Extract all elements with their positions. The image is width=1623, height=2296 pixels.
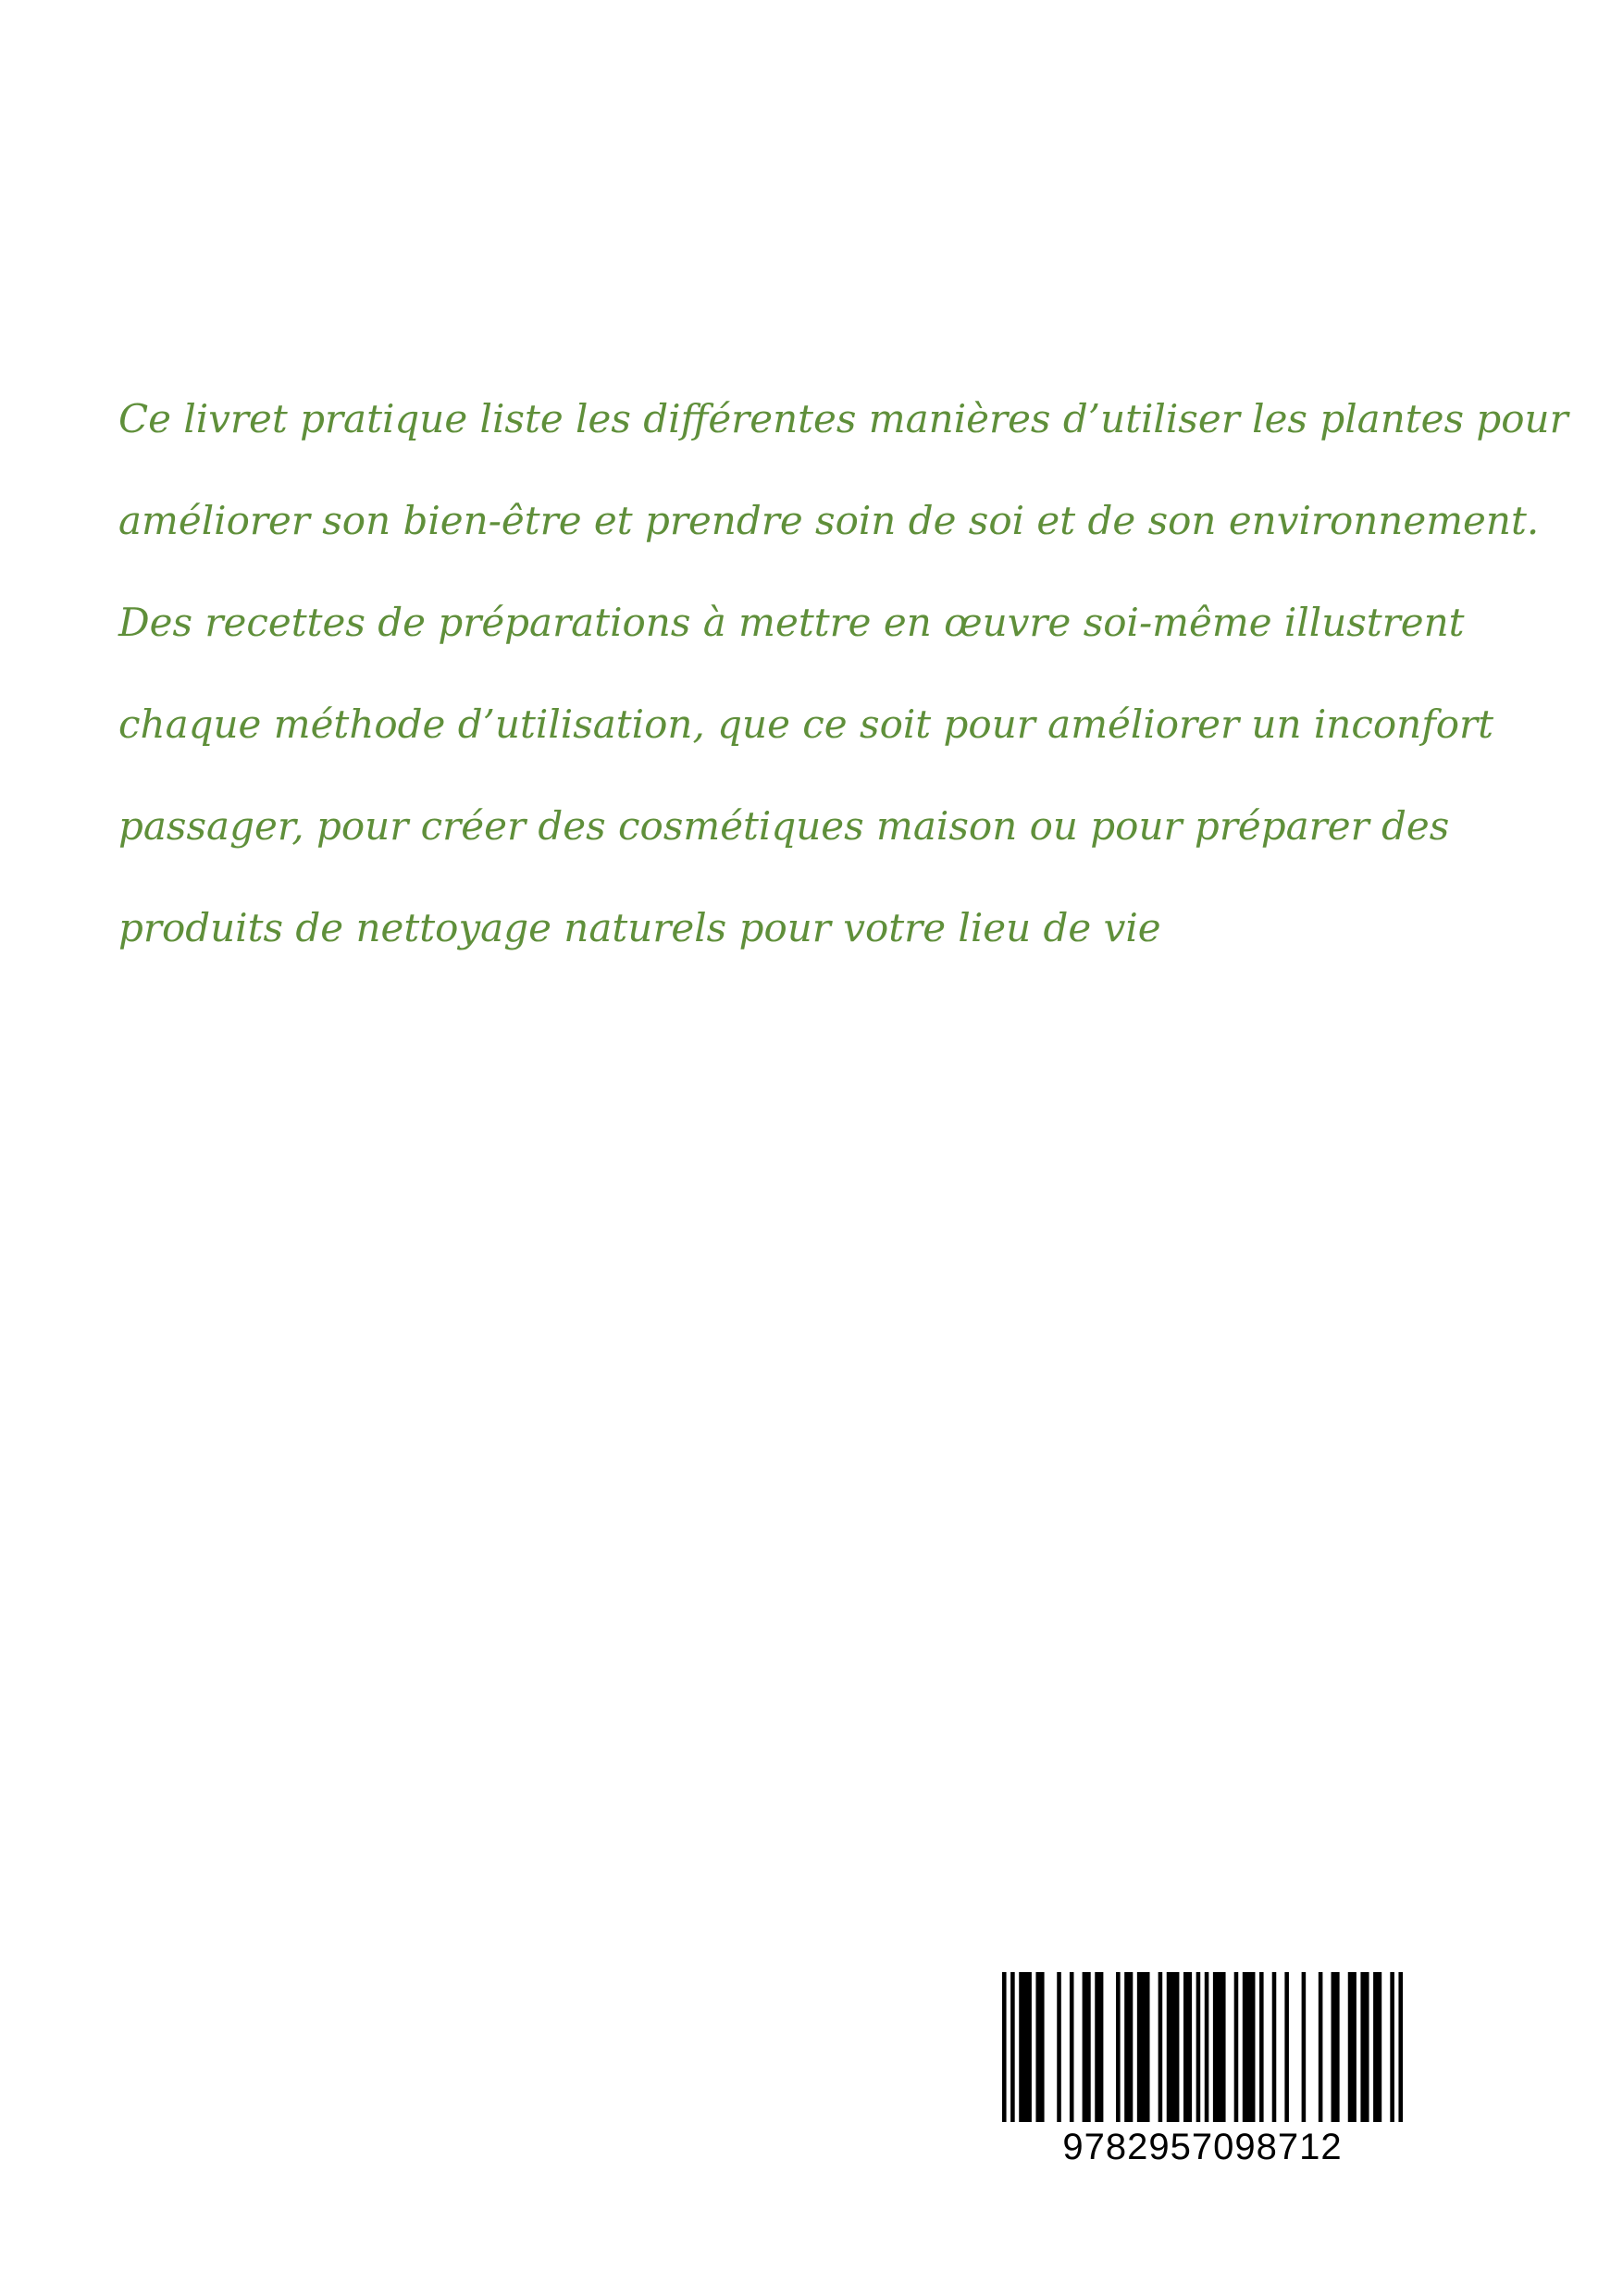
barcode-bar [1259,1972,1264,2122]
barcode-bar [1234,1972,1239,2122]
barcode-bar [1019,1972,1032,2122]
barcode-bar [1319,1972,1323,2122]
barcode-bar [1183,1972,1192,2122]
barcode-bar [1124,1972,1133,2122]
barcode-bar [1196,1972,1201,2122]
barcode-bar [1284,1972,1289,2122]
barcode-bar [1116,1972,1121,2122]
barcode-bar [1272,1972,1277,2122]
barcode-bar [1010,1972,1015,2122]
barcode-bar [1083,1972,1091,2122]
barcode-bar [1302,1972,1307,2122]
barcode-bar [1137,1972,1150,2122]
barcode-bar [1205,1972,1209,2122]
blurb-line: chaque méthode d’utilisation, que ce soit pour améliorer un inconfort [118,701,1493,747]
blurb-line: Ce livret pratique liste les différentes manières d’utiliser les plantes pour [118,396,1568,441]
isbn-barcode [1002,1972,1403,2170]
barcode-bar [1398,1972,1403,2122]
barcode-bar [1070,1972,1074,2122]
barcode-bar [1360,1972,1369,2122]
blurb-line: Des recettes de préparations à mettre en œuvre soi-même illustrent [118,600,1465,645]
barcode-bar [1243,1972,1256,2122]
barcode-bar [1373,1972,1381,2122]
blurb-line: produits de nettoyage naturels pour votre lieu de vie [118,905,1161,950]
barcode-bar [1057,1972,1061,2122]
back-cover-blurb [118,368,1568,979]
barcode-bar [1002,1972,1007,2122]
barcode-bar [1348,1972,1357,2122]
barcode-bar [1095,1972,1103,2122]
barcode-bar [1167,1972,1180,2122]
barcode-bar [1158,1972,1163,2122]
barcode-bar [1390,1972,1394,2122]
blurb-line: améliorer son bien-être et prendre soin de soi et de son environnement. [118,498,1540,543]
isbn-number: 9782957098712 [1062,2127,1343,2167]
barcode-bar [1035,1972,1044,2122]
barcode-bar [1332,1972,1340,2122]
barcode-bar [1213,1972,1226,2122]
blurb-line: passager, pour créer des cosmétiques maison ou pour préparer des [118,803,1450,849]
barcode-bars-icon [1002,1972,1403,2122]
